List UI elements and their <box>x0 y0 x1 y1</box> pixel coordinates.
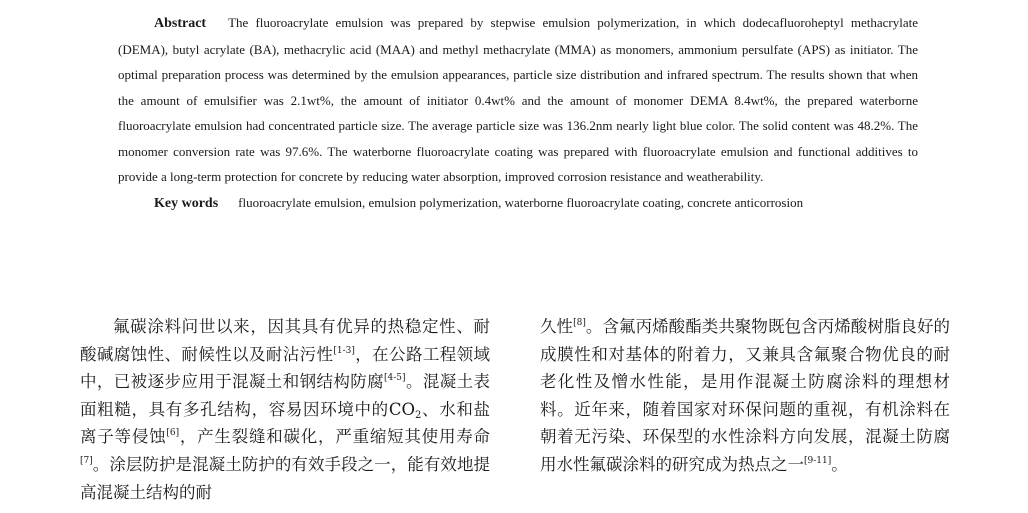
citation-ref: [6] <box>166 428 180 439</box>
citation-ref: [9-11] <box>804 455 832 466</box>
body-text: 。 <box>831 454 848 474</box>
body-text: 。含氟丙烯酸酯类共聚物既包含丙烯酸树脂良好的成膜性和对基体的附着力，又兼具含氟聚合物优良的耐老化性及憎水性能，是用作混凝土防腐涂料的理想材料。近年来，随着国家对环保问题的重视，有机涂料在朝着无污染、环保型的水性涂料方向发展，混凝土防腐用水性氟碳涂料的研究成为热点之一 <box>540 317 951 474</box>
chemical-subscript: 2 <box>415 409 422 421</box>
citation-ref: [1-3] <box>333 345 355 356</box>
body-column-right <box>540 313 950 479</box>
body-text: ，在公路工程领域中，已被逐步应用于混凝土和钢结构防腐 <box>80 344 490 392</box>
body-text: 。混凝土表面粗糙，具有多孔结构，容易因环境中的CO <box>80 372 490 419</box>
abstract-label: Abstract <box>154 16 207 31</box>
body-text: 久性 <box>540 317 574 336</box>
body-column-left <box>80 313 490 506</box>
keywords-paragraph <box>118 190 918 217</box>
citation-ref: [4-5] <box>384 373 406 384</box>
citation-ref: [8] <box>573 318 586 328</box>
body-text: 氟碳涂料问世以来，因其具有优异的热稳定性、耐酸碱腐蚀性、耐候性以及耐沾污性 <box>80 317 490 364</box>
intro-paragraph-continued <box>540 313 950 479</box>
abstract-text: The fluoroacrylate emulsion was prepared by stepwise emulsion polymerization, in which dodecafluoroheptyl methacrylate (DEMA), butyl acrylate (BA), methacrylic acid (MAA) and methyl methacrylate (MMA) as monomers, ammonium persulfate (APS) as initiator. The optimal preparation process was determined by the emulsion appearances, particle size distribution and infrared spectrum. The results shown that when the amount of emulsifier was 2.1wt%, the amount of initiator 0.4wt% and the amount of monomer DEMA 8.4wt%, the prepared waterborne fluoroacrylate emulsion had concentrated particle size. The average particle size was 136.2nm nearly light blue color. The solid content was 48.2%. The monomer conversion rate was 97.6%. The waterborne fluoroacrylate coating was prepared with fluoroacrylate emulsion and functional additives to provide a long-term protection for concrete by reducing water absorption, improved corrosion resistance and weatherability. <box>118 15 918 184</box>
abstract-paragraph <box>118 10 918 190</box>
keywords-text: fluoroacrylate emulsion, emulsion polymerization, waterborne fluoroacrylate coating, concrete anticorrosion <box>238 194 804 210</box>
body-text: ，产生裂缝和碳化，严重缩短其使用寿命 <box>179 427 491 447</box>
keywords-label: Key words <box>154 195 219 211</box>
body-text: 、水和盐离子等侵蚀 <box>80 399 491 447</box>
citation-ref: [7] <box>80 455 93 466</box>
abstract-section <box>118 10 918 216</box>
intro-paragraph <box>80 313 490 506</box>
body-text: 。涂层防护是混凝土防护的有效手段之一，能有效地提高混凝土结构的耐 <box>80 454 490 502</box>
